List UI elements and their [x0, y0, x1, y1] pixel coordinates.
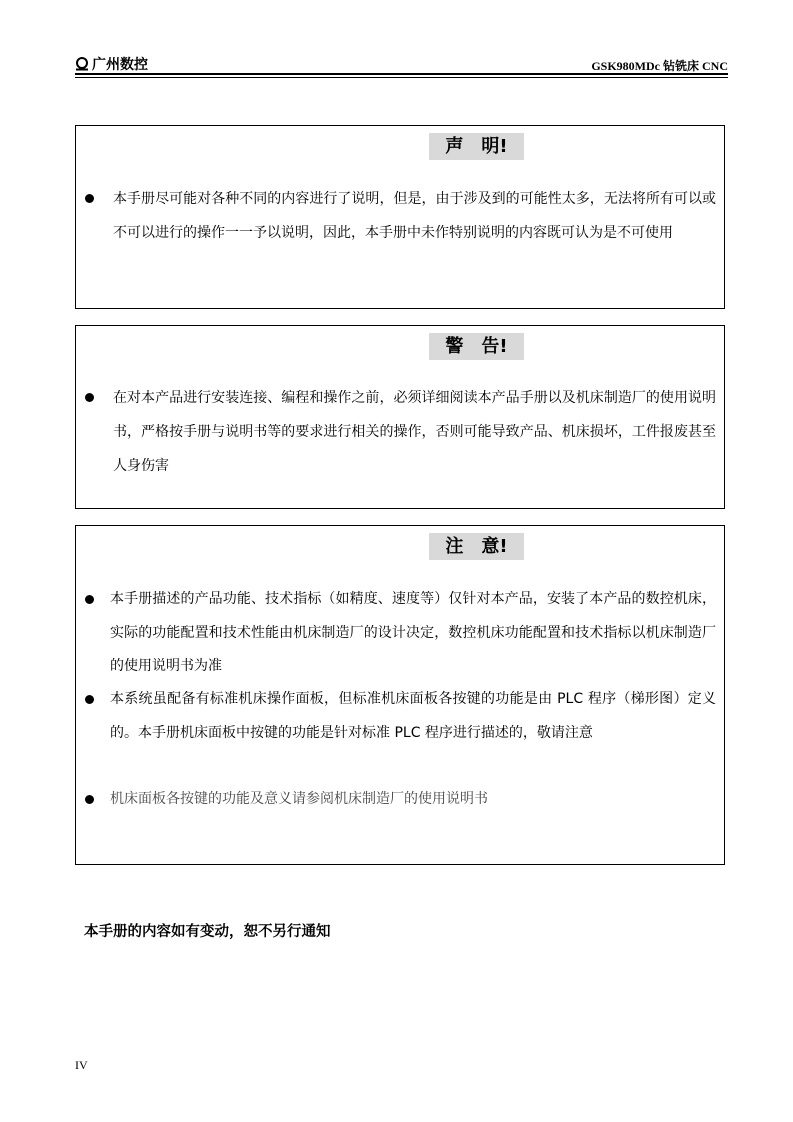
- attention-text-3: 机床面板各按键的功能及意义请参阅机床制造厂的使用说明书: [110, 791, 488, 807]
- declaration-box: [75, 125, 725, 309]
- declaration-text: 本手册尽可能对各种不同的内容进行了说明，但是，由于涉及到的可能性太多，无法将所有可以或不可以进行的操作一一予以说明，因此，本手册中未作特别说明的内容既可认为是不可使用: [113, 191, 716, 241]
- attention-text-2: 本系统虽配备有标准机床操作面板，但标准机床面板各按键的功能是由 PLC 程序（梯形图）定义的。本手册机床面板中按键的功能是针对标准 PLC 程序进行描述的，敬请注意: [110, 691, 716, 741]
- gsk-logo-icon: [75, 57, 89, 71]
- logo-text: 广州数控: [92, 57, 148, 73]
- bullet-icon: [85, 695, 94, 704]
- declaration-title: 声 明!: [429, 133, 524, 160]
- bullet-icon: [85, 194, 94, 203]
- bullet-icon: [85, 393, 94, 402]
- bullet-icon: [85, 795, 94, 804]
- warning-text: 在对本产品进行安装连接、编程和操作之前，必须详细阅读本产品手册以及机床制造厂的使用说明书，严格按手册与说明书等的要求进行相关的操作，否则可能导致产品、机床损坏，工件报废甚至人身伤害: [113, 390, 716, 474]
- header-rule-thin: [75, 77, 728, 78]
- warning-box: [75, 325, 725, 509]
- document-title: GSK980MDc 钻铣床 CNC: [591, 59, 728, 73]
- bullet-icon: [85, 595, 94, 604]
- page-number: IV: [75, 1058, 88, 1072]
- attention-text-1: 本手册描述的产品功能、技术指标（如精度、速度等）仅针对本产品，安装了本产品的数控机床，实际的功能配置和技术性能由机床制造厂的设计决定，数控机床功能配置和技术指标以机床制造厂的使用说明书为准: [110, 591, 716, 674]
- company-logo: [75, 54, 148, 74]
- attention-box: [75, 525, 725, 865]
- attention-title: 注 意!: [429, 533, 524, 560]
- warning-title: 警 告!: [429, 333, 524, 360]
- change-notice: 本手册的内容如有变动，恕不另行通知: [84, 924, 331, 940]
- header-rule-thick: [75, 73, 728, 75]
